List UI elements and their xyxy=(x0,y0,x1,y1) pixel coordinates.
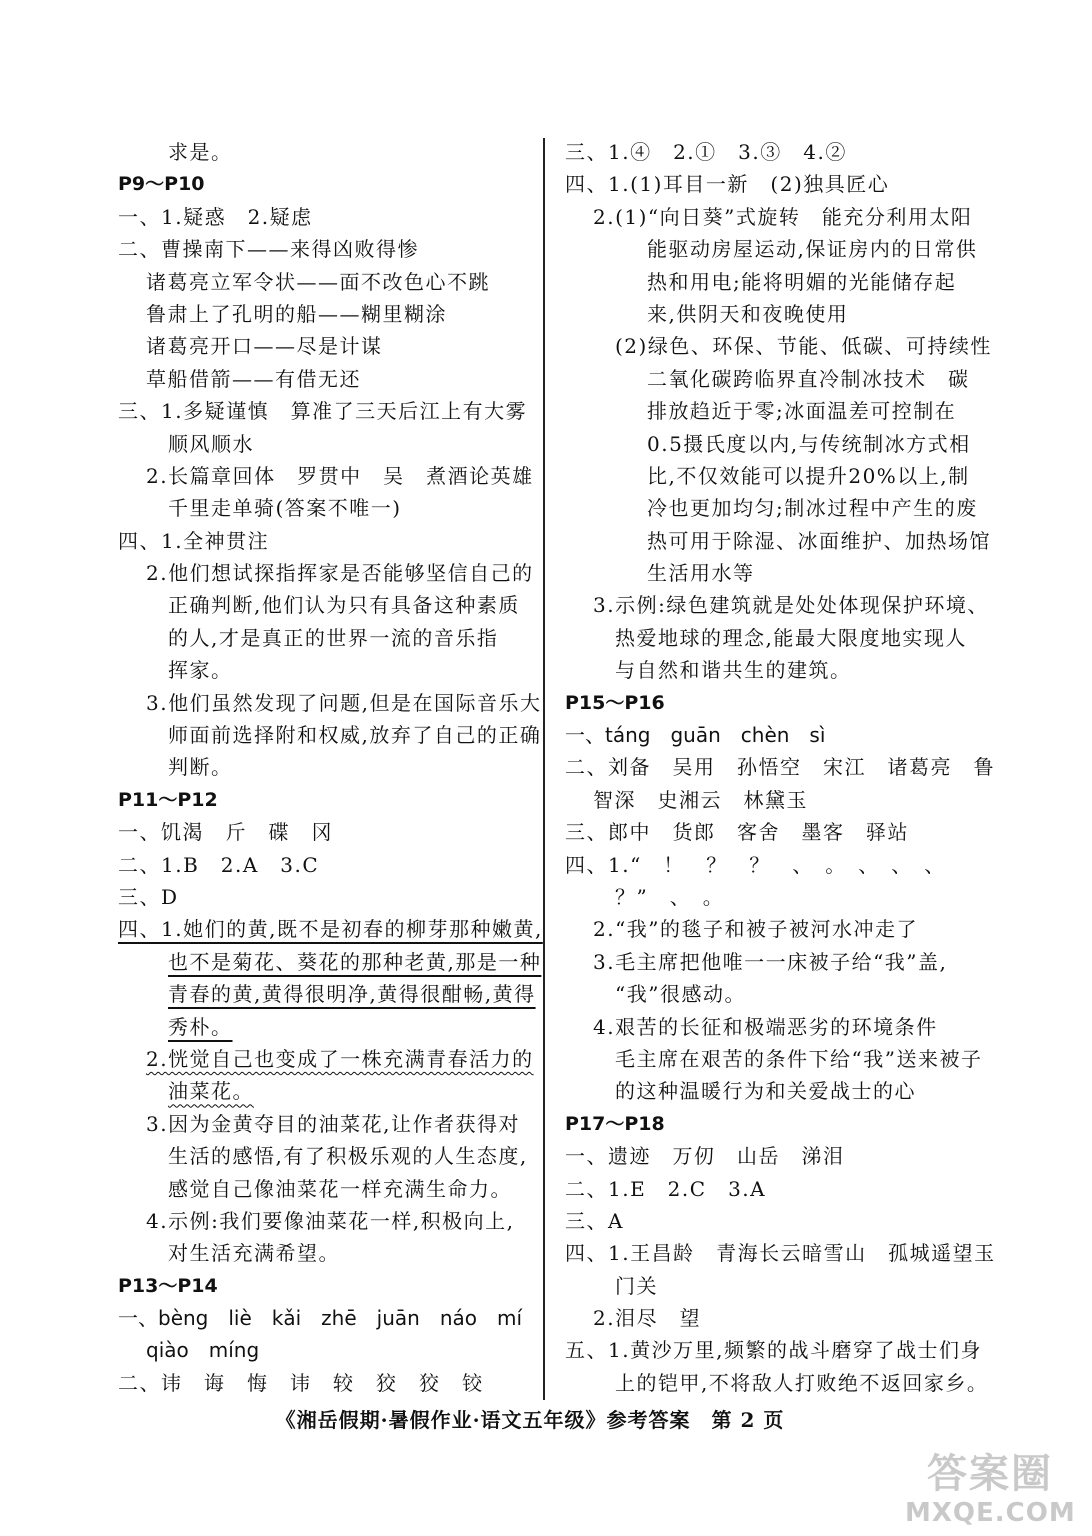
answer-line: 诸葛亮立军令状——面不改色心不跳 xyxy=(146,269,490,294)
answer-line: 排放趋近于零;冰面温差可控制在 xyxy=(647,399,957,424)
answer-line: 判断。 xyxy=(168,755,233,780)
answer-line: 2.(1)“向日葵”式旋转 能充分利用太阳 xyxy=(593,204,973,229)
answer-line: 4.示例:我们要像油菜花一样,积极向上, xyxy=(146,1208,515,1233)
answer-line: “我”很感动。 xyxy=(615,982,746,1007)
answer-line: 毛主席在艰苦的条件下给“我”送来被子 xyxy=(615,1046,983,1071)
page-footer: 《湘岳假期·暑假作业·语文五年级》参考答案 第 2 页 xyxy=(275,1408,785,1432)
answer-line: 一、bèng liè kǎi zhē juān náo mí xyxy=(118,1306,523,1331)
answer-line: 鲁肃上了孔明的船——糊里糊涂 xyxy=(146,301,447,326)
answer-line: 五、1.黄沙万里,频繁的战斗磨穿了战士们身 xyxy=(565,1338,982,1363)
left-answer-column xyxy=(118,136,543,1399)
answer-line: 二、1.E 2.C 3.A xyxy=(565,1176,767,1201)
answer-line: 师面前选择附和权威,放弃了自己的正确 xyxy=(168,723,542,748)
answer-line: 热和用电;能将明媚的光能储存起 xyxy=(647,269,957,294)
column-divider xyxy=(543,138,545,1400)
answer-line: 3.他们虽然发现了问题,但是在国际音乐大 xyxy=(146,690,542,715)
answer-line: 热爱地球的理念,能最大限度地实现人 xyxy=(615,625,967,650)
answer-line: 的这种温暖行为和关爱战士的心 xyxy=(615,1079,916,1104)
answer-line: 三、A xyxy=(565,1208,624,1233)
answer-line: qiào míng xyxy=(146,1338,260,1363)
answer-line: 四、1.王昌龄 青海长云暗雪山 孤城遥望玉 xyxy=(565,1241,996,1266)
answer-line: 2.泪尽 望 xyxy=(593,1306,702,1331)
answer-line: (2)绿色、环保、节能、低碳、可持续性 xyxy=(615,334,992,359)
answer-line: 秀朴。 xyxy=(168,1014,233,1039)
answer-line: 也不是菊花、葵花的那种老黄,那是一种 xyxy=(168,949,542,974)
answer-line: 三、1.多疑谨慎 算准了三天后江上有大雾 xyxy=(118,399,528,424)
section-heading: P15～P16 xyxy=(565,691,665,714)
answer-line: 3.毛主席把他唯一一床被子给“我”盖, xyxy=(593,949,948,974)
section-heading: P11～P12 xyxy=(118,788,218,811)
answer-line: 二、1.B 2.A 3.C xyxy=(118,852,320,877)
answer-line: 来,供阴天和夜晚使用 xyxy=(647,301,849,326)
answer-line: 生活用水等 xyxy=(647,561,755,586)
answer-line: 油菜花。 xyxy=(168,1079,254,1104)
answer-line: 3.因为金黄夺目的油菜花,让作者获得对 xyxy=(146,1111,520,1136)
answer-line: 三、1.④ 2.① 3.③ 4.② xyxy=(565,140,847,164)
answer-line: 比,不仅效能可以提升20%以上,制 xyxy=(647,463,970,488)
section-heading: P17～P18 xyxy=(565,1112,665,1135)
answer-line: 4.艰苦的长征和极端恶劣的环境条件 xyxy=(593,1014,938,1039)
answer-line: 0.5摄氏度以内,与传统制冰方式相 xyxy=(647,431,971,456)
answer-line: 对生活充满希望。 xyxy=(168,1241,340,1266)
answer-line: 一、饥渴 斤 碟 冈 xyxy=(118,820,333,845)
watermark-logo xyxy=(905,1450,1075,1530)
answer-line: 冷也更加均匀;制冰过程中产生的废 xyxy=(647,496,978,521)
answer-line: 热可用于除湿、冰面维护、加热场馆 xyxy=(647,528,991,553)
answer-line: 求是。 xyxy=(168,140,233,164)
answer-line: 智深 史湘云 林黛玉 xyxy=(593,787,808,812)
answer-line: 二、曹操南下——来得凶败得惨 xyxy=(118,237,419,262)
answer-line: 能驱动房屋运动,保证房内的日常供 xyxy=(647,237,978,262)
right-answer-column xyxy=(565,136,996,1399)
answer-line: ？” 、 。 xyxy=(615,884,725,909)
watermark-site-text: MXQE.COM xyxy=(905,1498,1076,1528)
answer-line: 2.恍觉自己也变成了一株充满青春活力的 xyxy=(146,1046,534,1071)
answer-line: 正确判断,他们认为只有具备这种素质 xyxy=(168,593,520,618)
answer-line: 三、D xyxy=(118,884,179,909)
answer-line: 二氧化碳跨临界直冷制冰技术 碳 xyxy=(647,366,970,391)
answer-line: 门关 xyxy=(615,1273,658,1298)
answer-line: 挥家。 xyxy=(168,658,233,683)
answer-line: 与自然和谐共生的建筑。 xyxy=(615,658,852,683)
answer-line: 诸葛亮开口——尽是计谋 xyxy=(146,334,383,359)
answer-line: 上的铠甲,不将敌人打败绝不返回家乡。 xyxy=(615,1370,989,1395)
answer-line: 四、1.(1)耳目一新 (2)独具匠心 xyxy=(565,172,890,197)
answer-line: 感觉自己像油菜花一样充满生命力。 xyxy=(168,1176,512,1201)
answer-line: 二、讳 诲 悔 讳 较 狡 狡 铰 xyxy=(118,1370,484,1395)
answer-line: 的人,才是真正的世界一流的音乐指 xyxy=(168,625,499,650)
answer-line: 草船借箭——有借无还 xyxy=(146,366,361,391)
answer-line: 四、1.“ ！ ？ ？ 、 。 、 、 、 xyxy=(565,852,946,877)
section-heading: P13～P14 xyxy=(118,1274,218,1297)
section-heading: P9～P10 xyxy=(118,173,205,196)
answer-line: 3.示例:绿色建筑就是处处体现保护环境、 xyxy=(593,593,989,618)
answer-line: 千里走单骑(答案不唯一) xyxy=(168,496,402,521)
answer-line: 青春的黄,黄得很明净,黄得很酣畅,黄得 xyxy=(168,982,536,1007)
watermark-logo-text: 答案圈 xyxy=(927,1451,1053,1497)
answer-line: 2.他们想试探指挥家是否能够坚信自己的 xyxy=(146,561,534,586)
answer-line: 四、1.她们的黄,既不是初春的柳芽那种嫩黄, xyxy=(118,917,543,942)
answer-line: 2.“我”的毯子和被子被河水冲走了 xyxy=(593,917,919,942)
answer-line: 顺风顺水 xyxy=(168,431,254,456)
answer-line: 一、1.疑惑 2.疑虑 xyxy=(118,204,313,229)
answer-line: 一、táng guān chèn sì xyxy=(565,723,826,748)
answer-line: 一、遗迹 万仞 山岳 涕泪 xyxy=(565,1144,845,1169)
answer-line: 三、郎中 货郎 客舍 墨客 驿站 xyxy=(565,820,909,845)
answer-line: 二、刘备 吴用 孙悟空 宋江 诸葛亮 鲁 xyxy=(565,755,995,780)
answer-line: 生活的感悟,有了积极乐观的人生态度, xyxy=(168,1144,528,1169)
answer-line: 2.长篇章回体 罗贯中 吴 煮酒论英雄 xyxy=(146,463,534,488)
answer-line: 四、1.全神贯注 xyxy=(118,528,270,553)
